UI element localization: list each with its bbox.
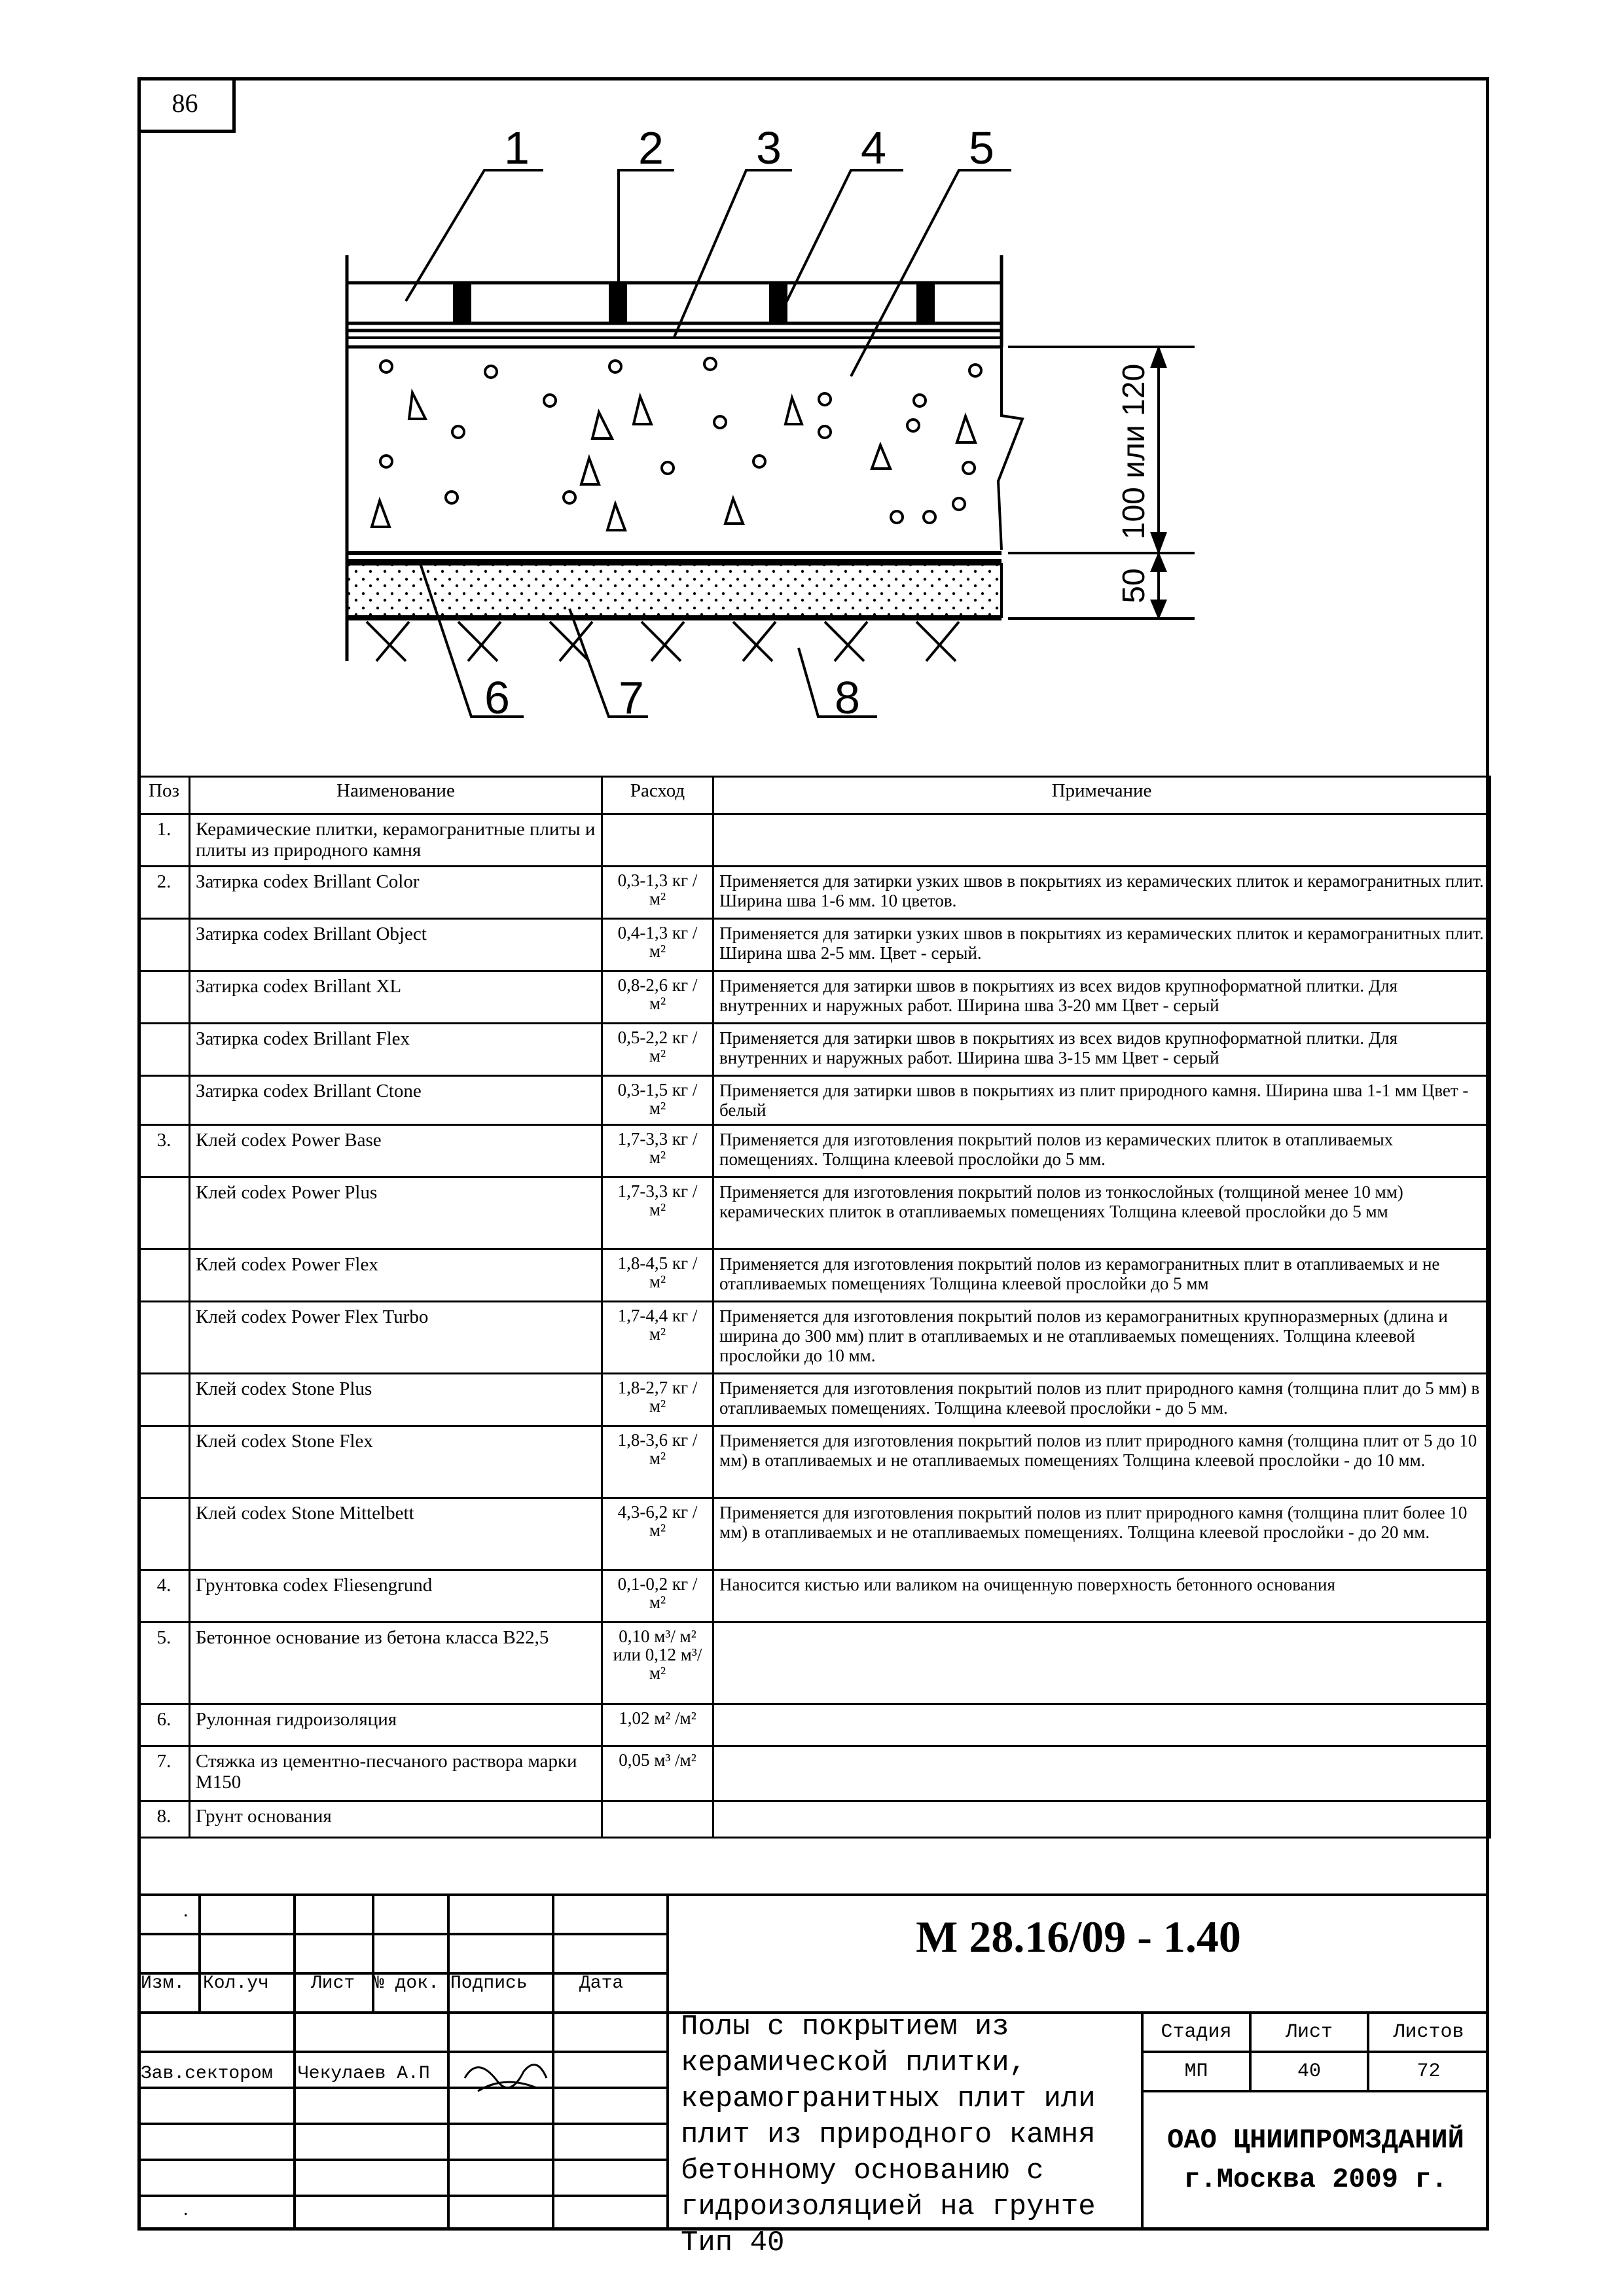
table-row: Клей codex Stone Mittelbett 4,3-6,2 кг / м² Применяется для изготовления покрытий полов из плит природного камня (толщина плит более 10 мм) в отапливаемых и не отапливаемых помещениях. Толщина клеевой прослойки - до 20 мм.: [139, 1498, 1490, 1570]
header-note: Примечание: [713, 777, 1490, 814]
table-row: 8. Грунт основания: [139, 1801, 1490, 1838]
table-row: Затирка codex Brillant Object 0,4-1,3 кг / м² Применяется для затирки узких швов в покрытиях из керамических плиток и керамогранитных плит. Ширина шва 2-5 мм. Цвет - серый.: [139, 919, 1490, 971]
table-row: Затирка codex Brillant Ctone 0,3-1,5 кг / м² Применяется для затирки швов в покрытиях из плит природного камня. Ширина шва 1-1 мм Цвет - белый: [139, 1076, 1490, 1125]
table-row: 7. Стяжка из цементно-песчаного раствора марки М150 0,05 м³ /м²: [139, 1746, 1490, 1801]
col-label: Подпись: [450, 1973, 528, 1994]
table-row: Клей codex Power Flex 1,8-4,5 кг / м² Применяется для изготовления покрытий полов из керамогранитных плит в отапливаемых и не отапливаемых помещениях Толщина клеевой прослойки до 5 мм: [139, 1249, 1490, 1302]
person: Чекулаев А.П: [298, 2064, 430, 2084]
callout-8: 8: [835, 672, 860, 723]
col-label: Лист: [311, 1973, 355, 1994]
header-pos: Поз: [139, 777, 190, 814]
callout-3: 3: [756, 122, 782, 173]
table-row: Затирка codex Brillant XL 0,8-2,6 кг / м² Применяется для затирки швов в покрытиях из всех видов крупноформатной плитки. Для внутренних и наружных работ. Ширина шва 3-20 мм Цвет - серый: [139, 971, 1490, 1024]
callout-1: 1: [504, 122, 530, 173]
org-name: ОАО ЦНИИПРОМЗДАНИЙ: [1167, 2125, 1464, 2156]
table-row: 1. Керамические плитки, керамогранитные плиты и плиты из природного камня: [139, 814, 1490, 867]
table-row: 2. Затирка codex Brillant Color 0,3-1,3 кг / м² Применяется для затирки узких швов в покрытиях из керамических плиток и керамогранитных плит. Ширина шва 1-6 мм. 10 цветов.: [139, 867, 1490, 919]
sheets-value: 72: [1416, 2060, 1441, 2083]
organization: [1142, 2121, 1489, 2199]
page-number: 86: [137, 77, 236, 133]
stage-value: МП: [1184, 2060, 1208, 2083]
document-code: М 28.16/09 - 1.40: [916, 1912, 1241, 1962]
table-row: Клей codex Stone Flex 1,8-3,6 кг / м² Применяется для изготовления покрытий полов из плит природного камня (толщина плит от 5 до 10 мм) в отапливаемых и не отапливаемых помещениях Толщина клеевой прослойки - до 10 мм.: [139, 1426, 1490, 1498]
table-row: Клей codex Power Plus 1,7-3,3 кг / м² Применяется для изготовления покрытий полов из тонкослойных (толщиной менее 10 мм) керамических плиток в отапливаемых помещениях Толщина клеевой прослойки до 5 мм: [139, 1177, 1490, 1249]
table-row: Клей codex Stone Plus 1,8-2,7 кг / м² Применяется для изготовления покрытий полов из плит природного камня (толщина плит до 5 мм) в отапливаемых помещениях. Толщина клеевой прослойки - до 5 мм.: [139, 1374, 1490, 1426]
footer-dot: .: [183, 2198, 189, 2219]
document-title: Полы с покрытием из керамической плитки, керамогранитных плит или плит из природного камня бетонному основанию с гидроизоляцией на грунте Тип 40: [681, 2011, 1096, 2259]
stage-table: [1142, 2013, 1489, 2091]
sheet-label: Лист: [1285, 2021, 1333, 2043]
callout-4: 4: [861, 122, 886, 173]
role: Зав.сектором: [141, 2064, 273, 2084]
sheets-label: Листов: [1393, 2021, 1464, 2043]
table-row: 3. Клей codex Power Base 1,7-3,3 кг / м² Применяется для изготовления покрытий полов из керамических плиток в отапливаемых помещениях. Толщина клеевой прослойки до 5 мм.: [139, 1125, 1490, 1177]
table-row: Клей codex Power Flex Turbo 1,7-4,4 кг / м² Применяется для изготовления покрытий полов из керамогранитных крупноразмерных (длина и ширина до 300 мм) плит в отапливаемых и не отапливаемых помещениях. Толщина клеевой прослойки до 10 мм.: [139, 1302, 1490, 1374]
table-row: Затирка codex Brillant Flex 0,5-2,2 кг / м² Применяется для затирки швов в покрытиях из всех видов крупноформатной плитки. Для внутренних и наружных работ. Ширина шва 3-15 мм Цвет - серый: [139, 1024, 1490, 1076]
header-dot: .: [183, 1899, 189, 1921]
col-label: Кол.уч: [203, 1973, 269, 1994]
org-city-year: г.Москва 2009 г.: [1183, 2164, 1448, 2195]
table-row: 5. Бетонное основание из бетона класса В22,5 0,10 м³/ м² или 0,12 м³/ м²: [139, 1623, 1490, 1704]
callout-5: 5: [969, 122, 994, 173]
col-label: Изм.: [141, 1973, 185, 1994]
callout-6: 6: [484, 672, 510, 723]
col-label: № док.: [373, 1973, 439, 1994]
stage-label: Стадия: [1161, 2021, 1232, 2043]
sheet-value: 40: [1297, 2060, 1321, 2083]
header-usage: Расход: [602, 777, 713, 814]
callout-2: 2: [638, 122, 664, 173]
dim-concrete: 100 или 120: [1117, 363, 1151, 540]
col-label: Дата: [579, 1973, 624, 1994]
table-row: 6. Рулонная гидроизоляция 1,02 м² /м²: [139, 1704, 1490, 1746]
header-name: Наименование: [190, 777, 602, 814]
dim-screed: 50: [1117, 568, 1151, 603]
table-row: 4. Грунтовка codex Fliesengrund 0,1-0,2 кг / м² Наносится кистью или валиком на очищенную поверхность бетонного основания: [139, 1570, 1490, 1623]
callout-7: 7: [619, 672, 644, 723]
